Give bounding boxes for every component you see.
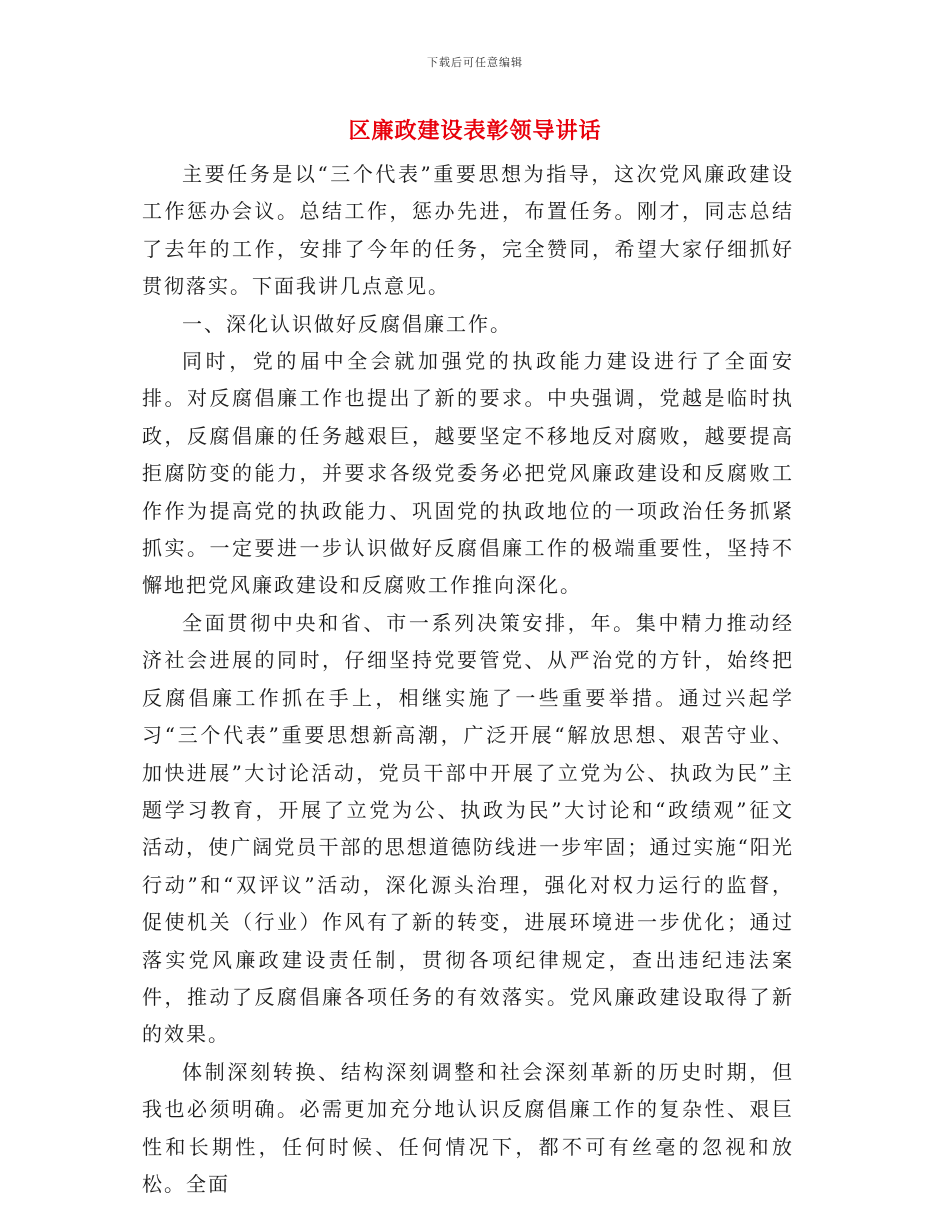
document-title: 区廉政建设表彰领导讲话 (348, 118, 602, 144)
section-heading-1: 一、深化认识做好反腐倡廉工作。 (182, 311, 512, 336)
paragraph-challenges: 体制深刻转换、结构深刻调整和社会深刻革新的历史时期，但我也必须明确。必需更加充分地认识反腐倡廉工作的复杂性、艰巨性和长期性，任何时候、任何情况下，都不可有丝毫的忽视和放松。全面 (142, 1059, 794, 1196)
paragraph-central-requirements: 同时，党的届中全会就加强党的执政能力建设进行了全面安排。对反腐倡廉工作也提出了新的要求。中央强调，党越是临时执政，反腐倡廉的任务越艰巨，越要坚定不移地反对腐败，越要提高拒腐防变的能力，并要求各级党委务必把党风廉政建设和反腐败工作作为提高党的执政能力、巩固党的执政地位的一项政治任务抓紧抓实。一定要进一步认识做好反腐倡廉工作的极端重要性，坚持不懈地把党风廉政建设和反腐败工作推向深化。 (142, 349, 794, 598)
page-header-note: 下载后可任意编辑 (427, 56, 523, 69)
document-body (142, 156, 794, 1203)
paragraph-intro: 主要任务是以“三个代表”重要思想为指导，这次党风廉政建设工作惩办会议。总结工作，惩办先进，布置任务。刚才，同志总结了去年的工作，安排了今年的任务，完全赞同，希望大家仔细抓好贯彻落实。下面我讲几点意见。 (142, 162, 794, 299)
paragraph-achievements: 全面贯彻中央和省、市一系列决策安排，年。集中精力推动经济社会进展的同时，仔细坚持党要管党、从严治党的方针，始终把反腐倡廉工作抓在手上，相继实施了一些重要举措。通过兴起学习“三个代表”重要思想新高潮，广泛开展“解放思想、艰苦守业、加快进展”大讨论活动，党员干部中开展了立党为公、执政为民”主题学习教育，开展了立党为公、执政为民”大讨论和“政绩观”征文活动，使广阔党员干部的思想道德防线进一步牢固；通过实施“阳光行动”和“双评议”活动，深化源头治理，强化对权力运行的监督，促使机关（行业）作风有了新的转变，进展环境进一步优化；通过落实党风廉政建设责任制，贯彻各项纪律规定，查出违纪违法案件，推动了反腐倡廉各项任务的有效落实。党风廉政建设取得了新的效果。 (142, 610, 794, 1047)
